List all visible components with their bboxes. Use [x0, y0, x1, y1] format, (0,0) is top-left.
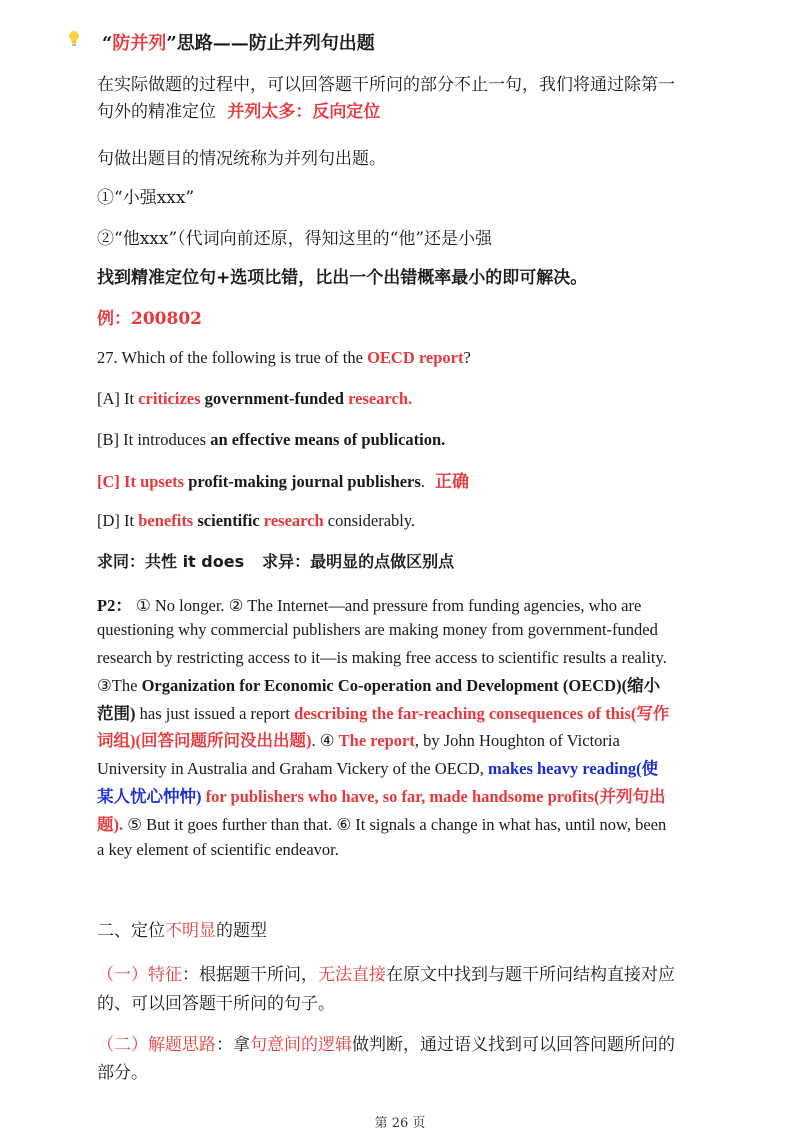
option-b: [B] It introduces an effective means of publication.: [97, 430, 446, 449]
passage-line-7: University in Australia and Graham Vickery of the OECD, makes heavy reading(使: [97, 759, 659, 778]
summary-rule: 找到精准定位句+选项比错，比出一个出错概率最小的即可解决。: [97, 268, 588, 288]
passage-line-8: 某人忧心忡忡) for publishers who have, so far, made handsome profits(并列句出: [97, 787, 666, 806]
passage-line-9: 题). ⑤ But it goes further than that. ⑥ It signals a change in what has, until now, been: [97, 815, 667, 834]
intro-line-2: 句外的精准定位 并列太多：反向定位: [97, 102, 381, 122]
passage-line-3: research by restricting access to it—is making free access to scientific results a reality.: [97, 648, 667, 667]
feature-line-2: 的、可以回答题干所问的句子。: [97, 994, 335, 1014]
section-heading: “防并列”思路——防止并列句出题: [102, 33, 375, 54]
strategy-line: 求同：共性 it does 求异：最明显的点做区别点: [97, 552, 455, 571]
passage-line-6: 词组)(回答问题所问没出出题). ④ The report, by John Houghton of Victoria: [97, 731, 620, 750]
feature-line-1: （一）特征：根据题干所问，无法直接在原文中找到与题干所问结构直接对应: [97, 965, 675, 985]
page-number: 第 26 页: [374, 1116, 426, 1131]
section-2-title: 二、定位不明显的题型: [97, 921, 267, 941]
method-line-2: 部分。: [97, 1063, 148, 1083]
margin-note: 并列太多：反向定位: [227, 102, 381, 122]
option-c: [C] It upsets profit-making journal publishers. 正确: [97, 472, 470, 491]
option-d: [D] It benefits scientific research considerably.: [97, 511, 416, 530]
method-line-1: （二）解题思路：拿句意间的逻辑做判断，通过语义找到可以回答问题所问的: [97, 1035, 675, 1055]
example-1: ①“小强xxx”: [97, 188, 195, 208]
question-stem: 27. Which of the following is true of the OECD report?: [97, 348, 471, 367]
passage-line-2: questioning why commercial publishers are making money from government-funded: [97, 620, 658, 639]
correct-mark: 正确: [435, 472, 470, 491]
intro-line-3: 句做出题目的情况统称为并列句出题。: [97, 149, 386, 169]
passage-line-10: a key element of scientific endeavor.: [97, 840, 339, 859]
passage-line-1: P2： ① No longer. ② The Internet—and pressure from funding agencies, who are: [97, 596, 642, 615]
lightbulb-icon: [68, 30, 80, 48]
intro-line-1: 在实际做题的过程中，可以回答题干所问的部分不止一句，我们将通过除第一: [97, 75, 675, 95]
passage-line-4: ③The Organization for Economic Co-operation and Development (OECD)(缩小: [97, 676, 661, 695]
passage-line-5: 范围) has just issued a report describing the far-reaching consequences of this(写作: [97, 704, 670, 723]
example-label: 例：200802: [97, 309, 202, 329]
option-a: [A] It criticizes government-funded research.: [97, 389, 413, 408]
example-2: ②“他xxx”（代词向前还原，得知这里的“他”还是小强: [97, 229, 493, 249]
